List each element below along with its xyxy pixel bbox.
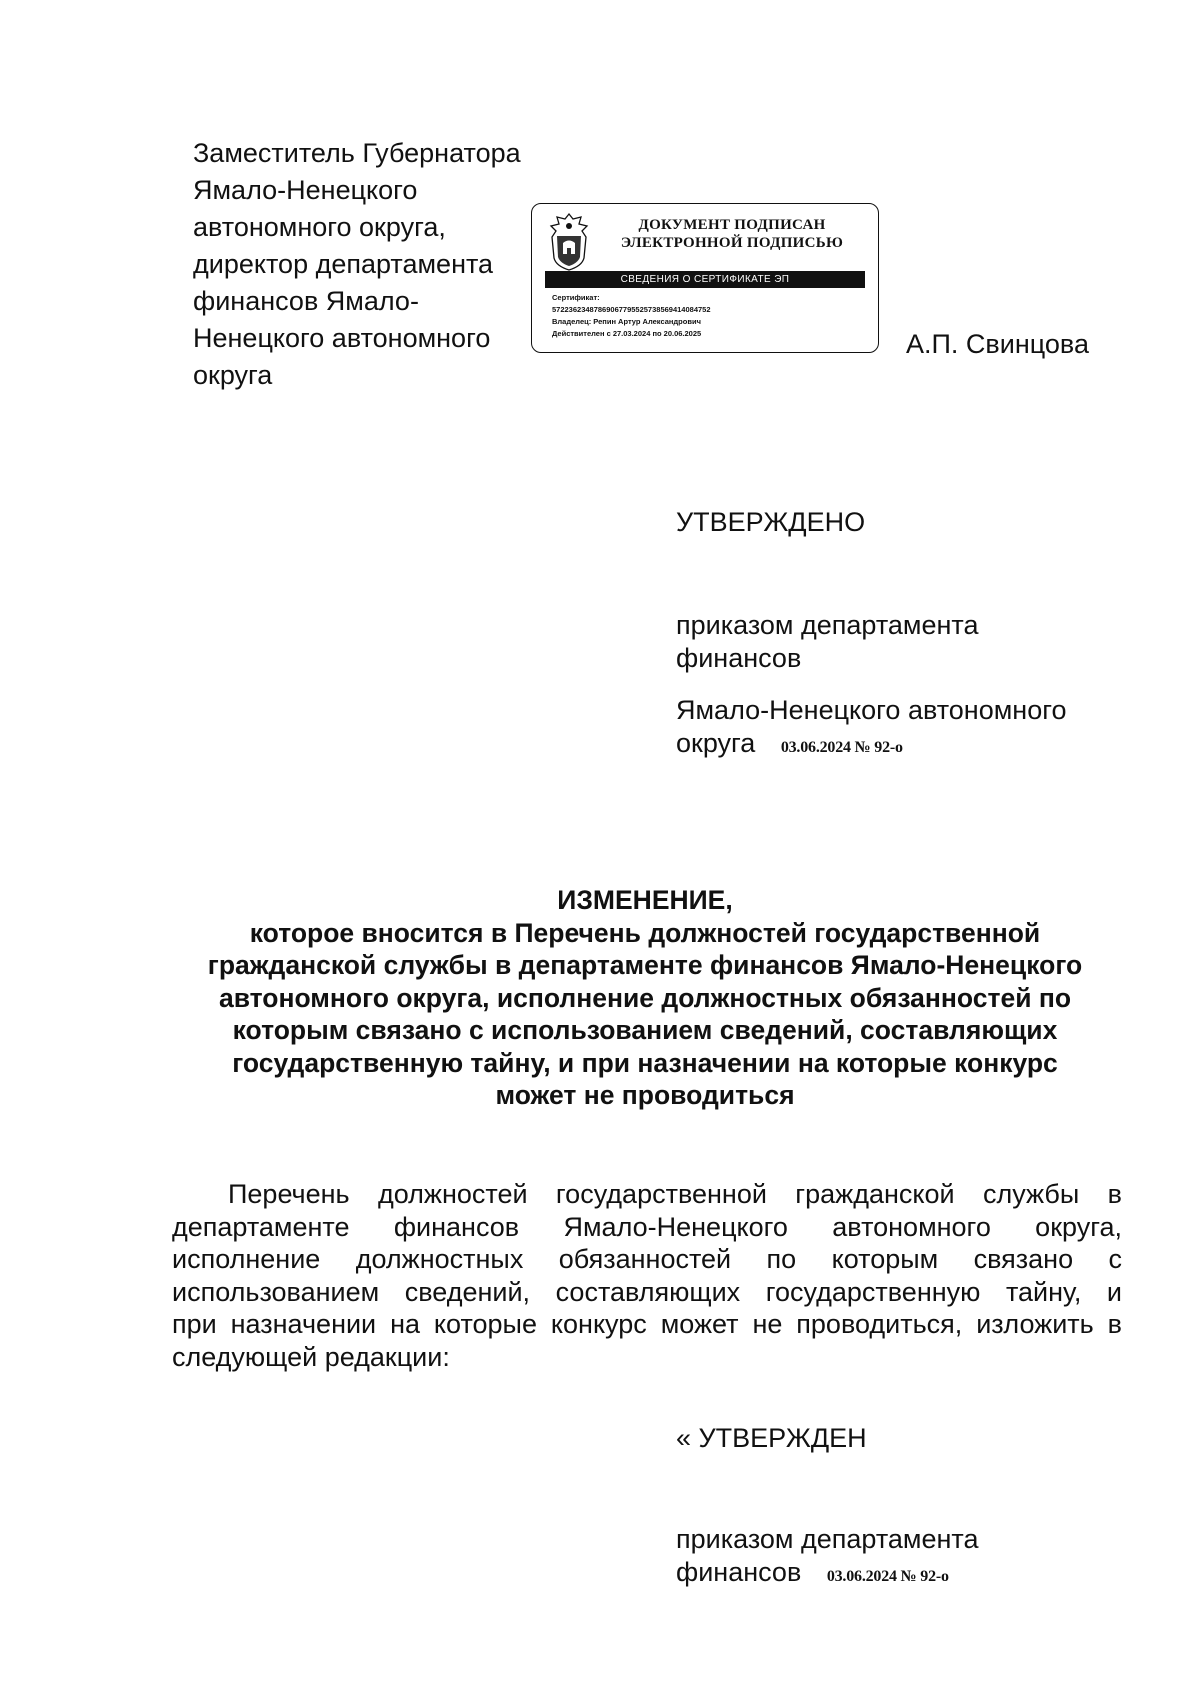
registration-number: 03.06.2024 № 92-о (826, 1568, 949, 1585)
body-line: при назначении на которые конкурс может не проводиться, изложить в (172, 1309, 1122, 1339)
body-line: следующей редакции: (172, 1341, 450, 1372)
stamp-validity: Действителен с 27.03.2024 по 20.06.2025 (552, 329, 702, 338)
e-signature-stamp (531, 203, 879, 353)
approval-heading: « УТВЕРЖДЕН (676, 1423, 867, 1453)
stamp-certificate-bar: СВЕДЕНИЯ О СЕРТИФИКАТЕ ЭП (545, 271, 865, 288)
title-line: которым связано с использованием сведений, составляющих (232, 1015, 1058, 1045)
signatory-position-line: округа (193, 360, 273, 390)
title-line: государственную тайну, и при назначении на которые конкурс (232, 1047, 1058, 1078)
stamp-title-line: ДОКУМЕНТ ПОДПИСАН (638, 217, 826, 233)
approval-line: финансов (676, 643, 802, 673)
document-title (150, 884, 1140, 1112)
approval-line-with-number (676, 727, 903, 764)
signatory-position (193, 135, 521, 394)
approval-line: приказом департамента (676, 610, 979, 640)
signatory-position-line: Заместитель Губернатора (193, 138, 521, 168)
body-line: департаменте финансов Ямало-Ненецкого автономного округа, (172, 1211, 1122, 1242)
signatory-position-line: директор департамента (193, 249, 494, 279)
stamp-owner: Владелец: Репин Артур Александрович (552, 317, 701, 326)
signatory-name: А.П. Свинцова (906, 329, 1089, 359)
approval-line: приказом департамента (676, 1524, 979, 1554)
title-line: может не проводиться (495, 1080, 795, 1110)
body-line: исполнение должностных обязанностей по которым связано с (172, 1244, 1122, 1274)
body-line: использованием сведений, составляющих государственную тайну, и (172, 1276, 1122, 1307)
signatory-position-line: финансов Ямало- (193, 286, 419, 316)
approval-line: финансов (676, 1557, 802, 1587)
approval-line-with-number (676, 1556, 949, 1593)
signatory-position-line: Ненецкого автономного (193, 323, 491, 353)
signatory-position-line: автономного округа, (193, 212, 446, 242)
registration-number: 03.06.2024 № 92-о (780, 739, 903, 756)
title-line: автономного округа, исполнение должностных обязанностей по (218, 982, 1072, 1013)
approval-line: округа (676, 728, 756, 758)
title-line: которое вносится в Перечень должностей государственной (249, 917, 1041, 948)
body-line: Перечень должностей государственной гражданской службы в (228, 1179, 1122, 1209)
title-line: ИЗМЕНЕНИЕ, (557, 885, 733, 915)
stamp-certificate-label: Сертификат: (552, 293, 600, 302)
stamp-title-line: ЭЛЕКТРОННОЙ ПОДПИСЬЮ (620, 235, 844, 251)
yanao-coat-of-arms-icon (546, 212, 592, 272)
body-paragraph (172, 1178, 1122, 1373)
title-line: гражданской службы в департаменте финансов Ямало-Ненецкого (207, 950, 1083, 980)
signatory-position-line: Ямало-Ненецкого (193, 175, 418, 205)
approval-heading: УТВЕРЖДЕНО (676, 507, 866, 537)
stamp-certificate-number: 57223623487869067795525738569414084752 (552, 305, 711, 314)
stamp-title (602, 216, 862, 252)
approval-line: Ямало-Ненецкого автономного (676, 695, 1067, 725)
